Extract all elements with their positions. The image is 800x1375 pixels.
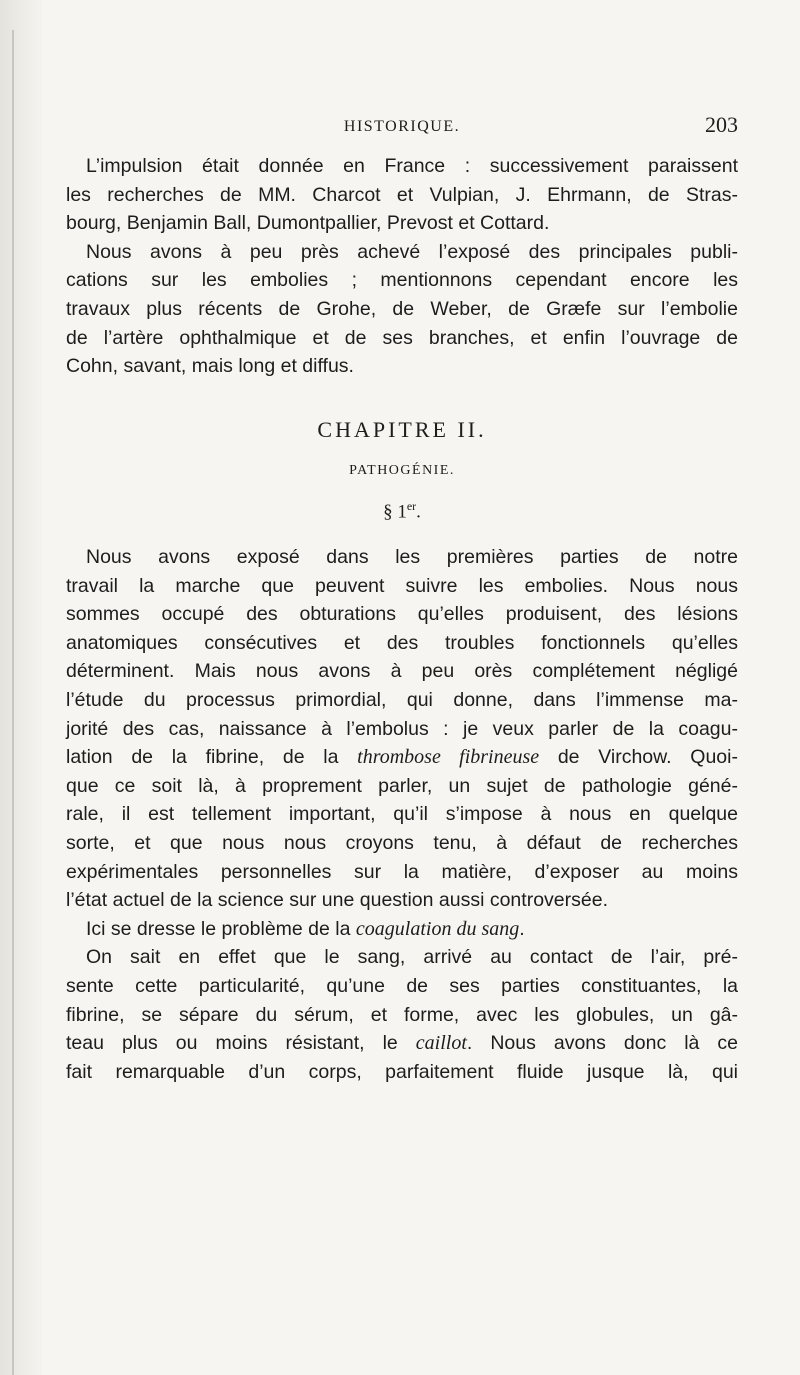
text-line: Nous avons exposé dans les premières parties de notre [86,546,738,569]
section-end: . [416,501,421,523]
text-line: fibrine, se sépare du sérum, et forme, avec les globules, un gâ- [66,1003,738,1026]
binding-gutter [0,0,42,1375]
text-line [66,743,738,772]
text-line: de l’artère ophthalmique et de ses branches, et enfin l’ouvrage de [66,326,738,349]
text-line: L’impulsion était donnée en France : successivement paraissent [86,155,738,177]
paragraph-sang [66,943,738,1086]
text-run: . [519,917,525,940]
text-line: expérimentales personnelles sur la matière, d’exposer au moins [66,860,738,883]
text-line: Cohn, savant, mais long et diffus. [66,355,354,378]
text-line [66,1029,738,1058]
text-line: fait remarquable d’un corps, parfaitement fluide jusque là, qui [66,1060,738,1083]
text-line: cations sur les embolies ; mentionnons cependant encore les [66,269,738,292]
text-run: . Nous avons donc là ce [466,1032,738,1055]
text-line: déterminent. Mais nous avons à peu orès complétement négligé [66,660,738,683]
page-number: 203 [705,112,738,137]
text-line: Nous avons à peu près achevé l’exposé des principales publi- [86,240,738,263]
chapter-title: CHAPITRE II. [317,416,487,442]
chapter-subtitle: PATHOGÉNIE. [349,462,455,478]
section-mark: § 1 [383,501,407,523]
text-line: que ce soit là, à proprement parler, un sujet de pathologie géné- [66,774,738,797]
text-line: l’étude du processus primordial, qui donne, dans l’immense ma- [66,689,738,712]
binding-line [12,30,14,1375]
text-line: les recherches de MM. Charcot et Vulpian, J. Ehrmann, de Stras- [66,183,738,206]
text-line [66,915,738,944]
paragraph-impulsion [66,152,738,238]
text-line: travaux plus récents de Grohe, de Weber, de Græfe sur l’embolie [66,297,738,320]
text-line: On sait en effet que le sang, arrivé au contact de l’air, pré- [86,946,738,969]
text-line: sente cette particularité, qu’une de ses parties constituantes, la [66,974,738,997]
text-run: Ici se dresse le problème de la [86,917,356,940]
italic-term: thrombose fibrineuse [357,746,540,769]
text-run: lation de la fibrine, de la [66,746,358,769]
book-page [66,112,738,1086]
text-run: teau plus ou moins résistant, le [66,1032,416,1055]
paragraph-embolies [66,543,738,915]
text-run: de Virchow. Quoi- [539,746,738,769]
running-head [66,112,738,152]
paragraph-probleme [66,915,738,944]
running-head-title: HISTORIQUE. [343,118,461,135]
text-line: travail la marche que peuvent suivre les embolies. Nous nous [66,574,738,597]
italic-term: coagulation du sang [355,917,520,940]
text-line: rale, il est tellement important, qu’il s’impose à nous en quelque [66,803,738,826]
text-line: l’état actuel de la science sur une question aussi controversée. [66,889,608,912]
text-line: anatomiques consécutives et des troubles fonctionnels qu’elles [66,631,738,654]
text-line: sommes occupé des obturations qu’elles produisent, des lésions [66,603,738,626]
text-line: bourg, Benjamin Ball, Dumontpallier, Prevost et Cottard. [66,212,550,235]
section-superscript: er [406,498,417,513]
text-line: jorité des cas, naissance à l’embolus : je veux parler de la coagu- [66,717,738,740]
section-heading [66,499,738,523]
text-line: sorte, et que nous nous croyons tenu, à défaut de recherches [66,832,738,855]
italic-term: caillot [415,1032,467,1055]
paragraph-expose [66,238,738,381]
